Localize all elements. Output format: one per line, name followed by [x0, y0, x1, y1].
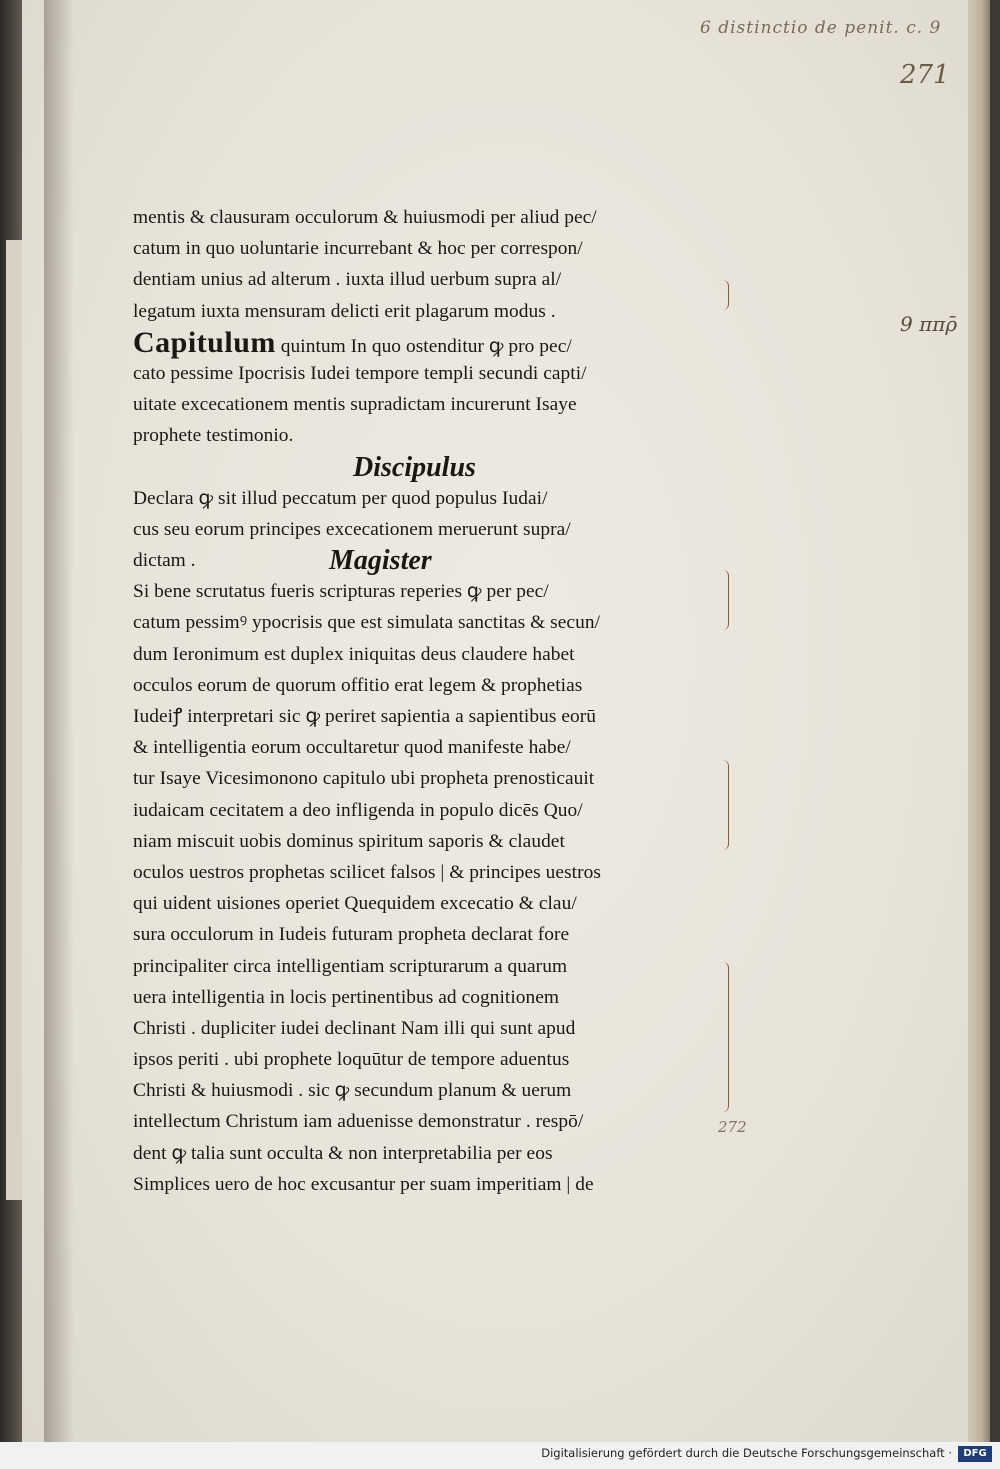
text-line: intellectum Christum iam aduenisse demonstratur . respō/	[133, 1111, 584, 1133]
discipulus-heading: Discipulus	[353, 451, 476, 483]
magister-heading: Magister	[329, 545, 432, 577]
chapter-title: Capitulum	[133, 325, 276, 359]
text-line: catum in quo uoluntarie incurrebant & hoc per correspon/	[133, 238, 583, 260]
text-line: sura occulorum in Iudeis futuram propheta declarat fore	[133, 924, 570, 946]
text-line: Christi . dupliciter iudei declinant Nam illi qui sunt apud	[133, 1017, 576, 1039]
margin-bracket	[722, 962, 729, 1112]
text-line: uitate excecationem mentis supradictam incurerunt Isaye	[133, 394, 577, 416]
chapter-heading-line	[133, 327, 723, 358]
text-line: Si bene scrutatus fueris scripturas reperies ꝙ per pec/	[133, 581, 549, 603]
text-line: iudaicam cecitatem a deo infligenda in populo dicēs Quo/	[133, 799, 583, 821]
page-end-number: 272	[718, 1118, 747, 1136]
margin-bracket	[722, 280, 729, 310]
text-line: catum pessimꝰ ypocrisis que est simulata sanctitas & secun/	[133, 612, 601, 634]
chapter-line-1: quintum In quo ostenditur ꝙ pro pec/	[280, 335, 572, 357]
text-line: dent ꝙ talia sunt occulta & non interpretabilia per eos	[133, 1142, 553, 1164]
text-line: cus seu eorum principes excecationem meruerunt supra/	[133, 518, 571, 540]
text-line: dum Ieronimum est duplex iniquitas deus claudere habet	[133, 643, 575, 665]
margin-bracket	[722, 760, 729, 850]
funding-credit: Digitalisierung gefördert durch die Deutsche Forschungsgemeinschaft ·	[541, 1446, 952, 1460]
text-line: qui uident uisiones operiet Quequidem excecatio & clau/	[133, 893, 577, 915]
magister-heading-row	[133, 545, 723, 576]
text-line: mentis & clausuram occulorum & huiusmodi per aliud pec/	[133, 207, 597, 228]
text-line: Simplices uero de hoc excusantur per suam imperitiam | de	[133, 1173, 594, 1195]
dfg-logo: DFG	[958, 1446, 992, 1462]
text-line: & intelligentia eorum occultaretur quod manifeste habe/	[133, 737, 571, 759]
text-line: cato pessime Ipocrisis Iudei tempore templi secundi capti/	[133, 362, 587, 384]
text-line: oculos uestros prophetas scilicet falsos | & principes uestros	[133, 861, 601, 883]
text-line: ipsos periti . ubi prophete loquūtur de tempore aduentus	[133, 1049, 570, 1071]
text-line: Christi & huiusmodi . sic ꝙ secundum planum & uerum	[133, 1080, 572, 1102]
folio-number: 271	[900, 60, 950, 90]
text-line: Declara ꝙ sit illud peccatum per quod populus Iudai/	[133, 487, 548, 509]
discipulus-last-line: dictam .	[133, 550, 196, 572]
margin-note: 9 ππρ̄	[900, 312, 958, 336]
spine-shadow	[44, 0, 74, 1442]
text-line: niam miscuit uobis dominus spiritum saporis & claudet	[133, 830, 565, 852]
text-line: dentiam unius ad alterum . iuxta illud uerbum supra al/	[133, 269, 562, 291]
text-line: prophete testimonio.	[133, 425, 294, 447]
page-right-edge	[968, 0, 990, 1442]
text-line: legatum iuxta mensuram delicti erit plagarum modus .	[133, 300, 556, 322]
header-annotation: 6 distinctio de penit. c. 9	[700, 18, 942, 38]
text-line: tur Isaye Vicesimonono capitulo ubi propheta prenosticauit	[133, 768, 595, 790]
margin-bracket	[722, 570, 729, 630]
text-line: uera intelligentia in locis pertinentibus ad cognitionem	[133, 986, 560, 1008]
text-line: principaliter circa intelligentiam scripturarum a quarum	[133, 955, 568, 977]
main-text-block	[133, 202, 723, 1200]
text-line: Iudeiꝭ interpretari sic ꝙ periret sapientia a sapientibus eorū	[133, 706, 596, 727]
text-line: occulos eorum de quorum offitio erat legem & prophetias	[133, 674, 583, 696]
